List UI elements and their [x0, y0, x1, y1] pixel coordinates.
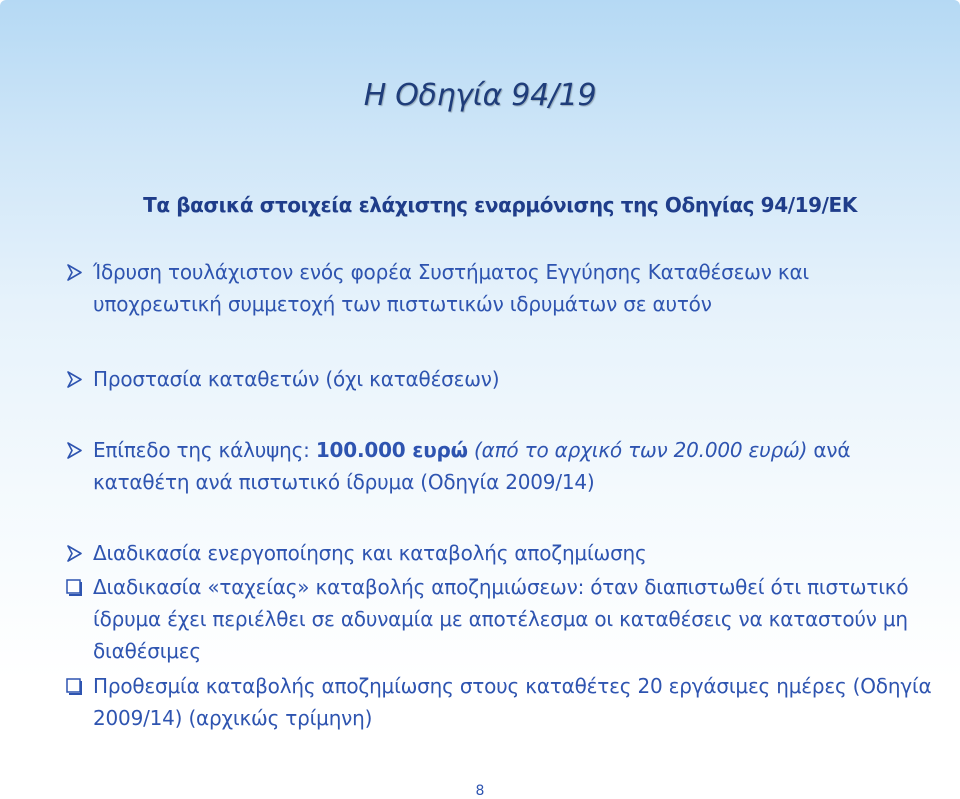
bullet-item	[66, 571, 936, 667]
coverage-amount: 100.000 ευρώ	[315, 438, 468, 462]
bullet-text: Προθεσμία καταβολής αποζημίωσης στους καταθέτες 20 εργάσιμες ημέρες (Οδηγία 2009/14) (αρχικώς τρίμηνη)	[93, 674, 932, 730]
coverage-detail: ανά καταθέτη ανά πιστωτικό ίδρυμα (Οδηγία 2009/14)	[93, 438, 851, 494]
coverage-previous: (από το αρχικό των 20.000 ευρώ)	[467, 438, 808, 462]
slide-title: Η Οδηγία 94/19	[363, 78, 597, 113]
arrow-icon	[66, 256, 92, 281]
square-icon	[66, 571, 92, 597]
page-number: 8	[475, 783, 485, 799]
bullet-text: Διαδικασία ενεργοποίησης και καταβολής αποζημίωσης	[93, 541, 647, 565]
arrow-icon	[66, 537, 92, 562]
arrow-icon	[66, 363, 92, 388]
arrow-icon	[66, 434, 92, 459]
bullet-item	[66, 670, 936, 734]
bullet-item	[66, 537, 936, 569]
bullet-text: Ίδρυση τουλάχιστον ενός φορέα Συστήματος Εγγύησης Καταθέσεων και υποχρεωτική συμμετοχή των πιστωτικών ιδρυμάτων σε αυτόν	[93, 260, 809, 316]
bullet-text	[93, 434, 936, 498]
bullet-item	[66, 256, 936, 320]
bullet-item	[66, 434, 936, 498]
bullet-item	[66, 363, 936, 395]
coverage-label: Επίπεδο της κάλυψης:	[93, 438, 316, 462]
square-icon	[66, 670, 92, 696]
bullet-text: Διαδικασία «ταχείας» καταβολής αποζημιώσεων: όταν διαπιστωθεί ότι πιστωτικό ίδρυμα έχει περιέλθει σε αδυναμία με αποτέλεσμα οι καταθέσεις να καταστούν μη διαθέσιμες	[93, 575, 909, 663]
bullet-text: Προστασία καταθετών (όχι καταθέσεων)	[93, 367, 500, 391]
slide-subtitle: Τα βασικά στοιχεία ελάχιστης εναρμόνισης της Οδηγίας 94/19/ΕΚ	[143, 193, 857, 217]
